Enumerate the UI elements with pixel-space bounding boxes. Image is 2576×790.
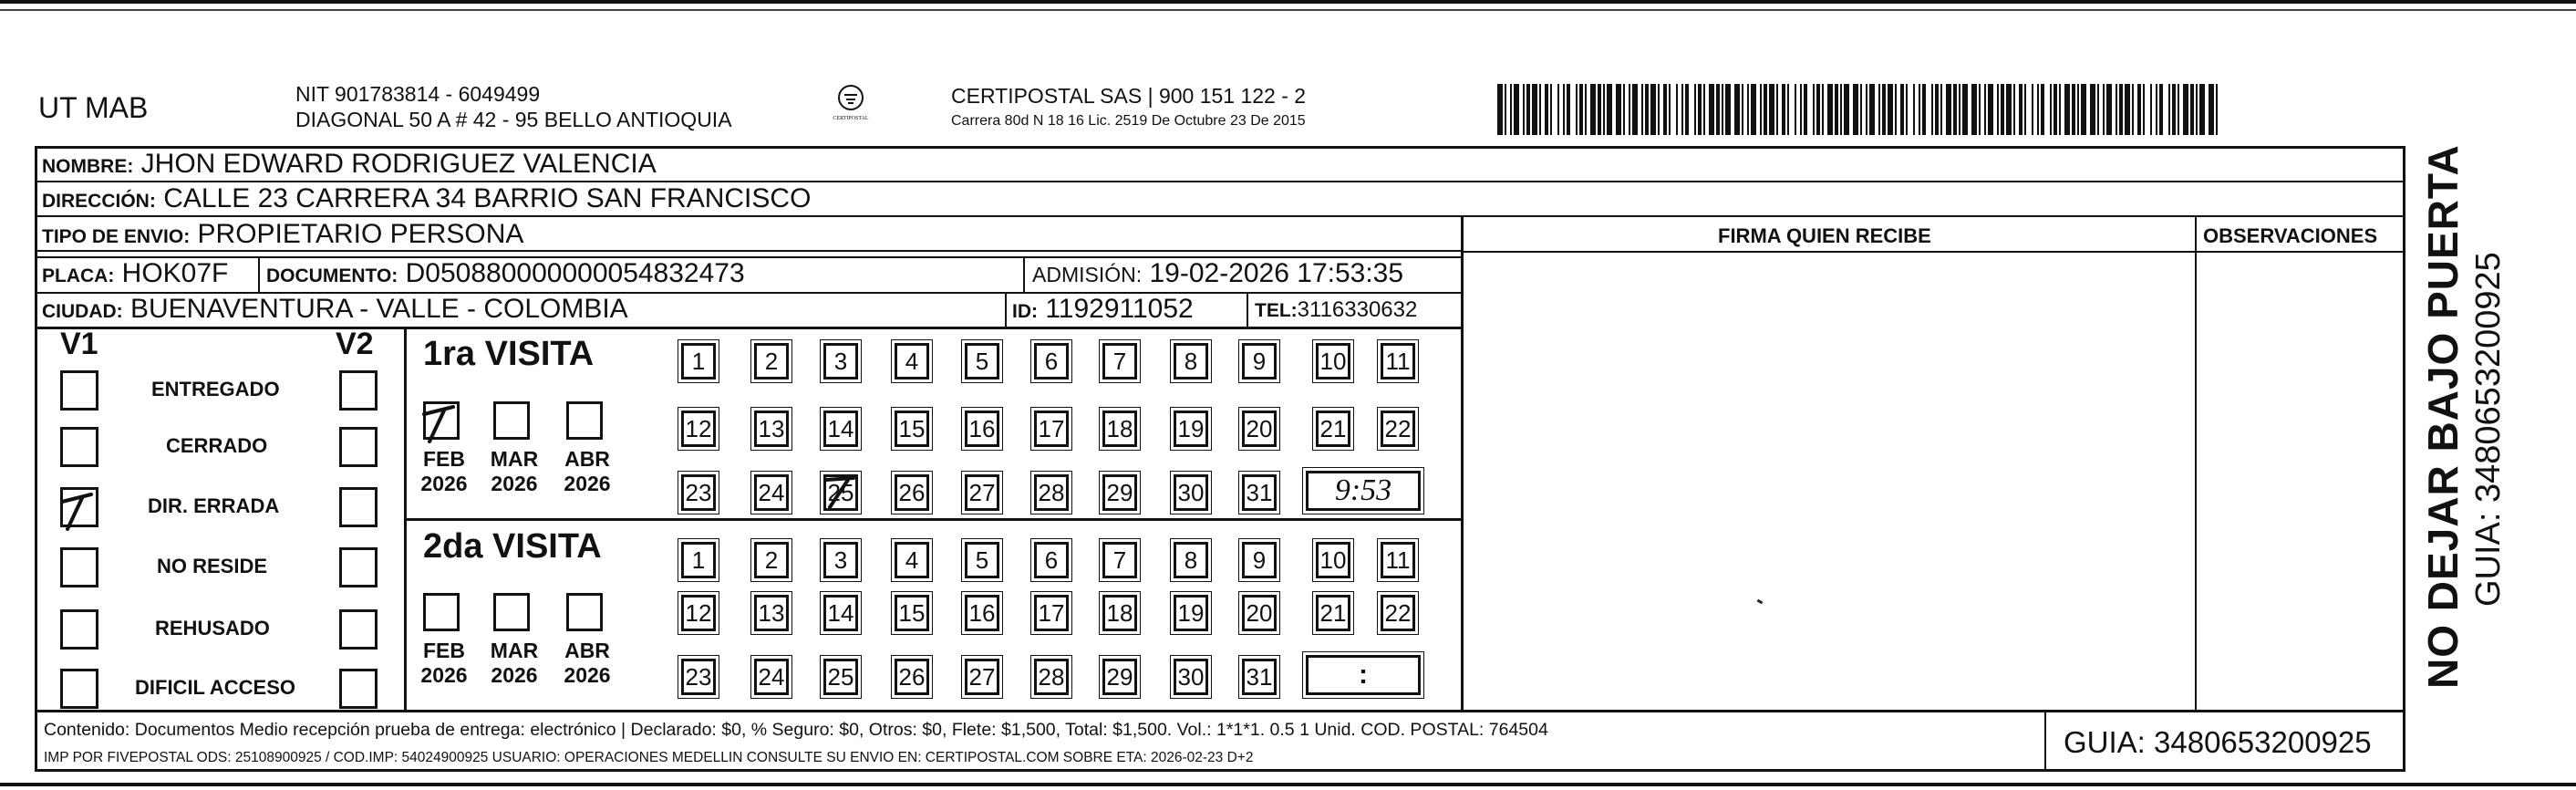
- admision-value: 19-02-2026 17:53:35: [1149, 258, 1404, 288]
- row-line: [35, 181, 2405, 182]
- second-visit-day-box: 4: [895, 542, 929, 578]
- second-visit-day-box: 23: [681, 659, 716, 695]
- status-label: DIR. ERRADA: [148, 494, 280, 517]
- v2-label: V2: [336, 327, 374, 361]
- carrier-license: Carrera 80d N 18 16 Lic. 2519 De Octubre 23 De 2015: [951, 113, 1306, 129]
- first-visit-day-box: 11: [1381, 343, 1415, 379]
- status-label: DIFICIL ACCESO: [135, 676, 296, 699]
- first-visit-day-box: 8: [1174, 343, 1208, 379]
- status-label: CERRADO: [166, 434, 268, 457]
- first-visit-day-box: 17: [1034, 411, 1069, 447]
- first-visit-day-box: 18: [1102, 411, 1137, 447]
- documento-value: D050880000000054832473: [405, 258, 745, 288]
- first-visit-month-box: [566, 401, 603, 440]
- second-visit-day-box: 18: [1102, 595, 1137, 631]
- status-v2-checkbox: [339, 547, 378, 587]
- dir-errada-check-mark: [57, 489, 100, 533]
- col-line: [1005, 292, 1007, 327]
- status-v2-checkbox: [339, 370, 378, 411]
- col-line: [1461, 215, 1464, 712]
- first-visit-day-box: 22: [1381, 411, 1415, 447]
- sender-name: UT MAB: [38, 91, 149, 124]
- second-visit-day-box: 31: [1242, 659, 1277, 695]
- second-visit-day-box: 16: [965, 595, 999, 631]
- second-visit-day-box: 27: [965, 659, 999, 695]
- status-v1-checkbox: [60, 669, 98, 709]
- tipo-envio-field: TIPO DE ENVIO: PROPIETARIO PERSONA: [42, 219, 524, 249]
- tel-value: 3116330632: [1297, 297, 1418, 322]
- bottom-border: [0, 783, 2576, 786]
- first-visit-time-box: 9:53: [1306, 471, 1421, 511]
- first-visit-day-box: 5: [965, 343, 999, 379]
- first-visit-day-box: 29: [1102, 474, 1137, 511]
- first-visit-day-box: 13: [754, 411, 789, 447]
- v1-label: V1: [60, 327, 98, 361]
- barcode-bar: [2216, 84, 2218, 135]
- first-visit-month-label: FEB 2026: [420, 447, 468, 495]
- top-border-thin: [0, 9, 2576, 11]
- second-visit-month-box: [423, 593, 460, 631]
- second-visit-day-box: 20: [1242, 595, 1277, 631]
- col-line: [2195, 215, 2197, 712]
- second-visit-day-box: 5: [965, 542, 999, 578]
- first-visit-day-box: 25: [823, 474, 858, 511]
- first-visit-day-box: 4: [895, 343, 929, 379]
- col-line: [258, 258, 260, 292]
- first-visit-month-label: MAR 2026: [490, 447, 539, 495]
- first-visit-day-box: 6: [1034, 343, 1069, 379]
- second-visit-day-box: 21: [1316, 595, 1350, 631]
- direccion-field: DIRECCIÓN: CALLE 23 CARRERA 34 BARRIO SAN FRANCISCO: [42, 183, 812, 213]
- second-visit-month-label: FEB 2026: [420, 639, 468, 687]
- placa-value: HOK07F: [121, 258, 229, 288]
- first-visit-day-box: 28: [1034, 474, 1069, 511]
- first-visit-day-box: 24: [754, 474, 789, 511]
- admision-field: ADMISIÓN: 19-02-2026 17:53:35: [1032, 258, 1404, 288]
- row-line: [35, 250, 1463, 252]
- second-visit-day-box: 7: [1102, 542, 1137, 578]
- first-visit-day-box: 31: [1242, 474, 1277, 511]
- first-visit-day-box: 9: [1242, 343, 1277, 379]
- row-line: [35, 215, 2405, 217]
- direccion-value: CALLE 23 CARRERA 34 BARRIO SAN FRANCISCO: [163, 183, 812, 213]
- status-v1-checkbox: [60, 609, 98, 650]
- first-visit-label: 1ra VISITA: [423, 335, 595, 373]
- row-line: [35, 710, 2405, 712]
- col-line: [1247, 292, 1248, 327]
- documento-field: DOCUMENTO: D050880000000054832473: [266, 258, 745, 288]
- first-visit-day-box: 30: [1174, 474, 1208, 511]
- second-visit-day-box: 12: [681, 595, 716, 631]
- second-visit-day-box: 26: [895, 659, 929, 695]
- second-visit-day-box: 19: [1174, 595, 1208, 631]
- second-visit-month-label: ABR 2026: [564, 639, 611, 687]
- ciudad-value: BUENAVENTURA - VALLE - COLOMBIA: [130, 294, 628, 324]
- tipo-envio-value: PROPIETARIO PERSONA: [197, 219, 524, 249]
- first-visit-month-box: [493, 401, 530, 440]
- second-visit-day-box: 13: [754, 595, 789, 631]
- firma-label: FIRMA QUIEN RECIBE: [1718, 224, 1931, 247]
- side-warning: NO DEJAR BAJO PUERTA: [2419, 144, 2467, 689]
- second-visit-day-box: 14: [823, 595, 858, 631]
- frame-right: [2403, 146, 2405, 771]
- first-visit-day-box: 26: [895, 474, 929, 511]
- tracking-barcode: [1497, 84, 2223, 135]
- first-visit-day-box: 12: [681, 411, 716, 447]
- second-visit-day-box: 9: [1242, 542, 1277, 578]
- placa-field: PLACA: HOK07F: [42, 258, 229, 288]
- second-visit-day-box: 1: [681, 542, 716, 578]
- first-visit-day-box: 1: [681, 343, 716, 379]
- first-visit-day-box: 7: [1102, 343, 1137, 379]
- second-visit-label: 2da VISITA: [423, 527, 602, 566]
- row-line: [1461, 251, 2403, 253]
- second-visit-month-box: [493, 593, 530, 631]
- status-label: REHUSADO: [155, 617, 270, 639]
- second-visit-day-box: 3: [823, 542, 858, 578]
- status-label: NO RESIDE: [157, 555, 268, 577]
- second-visit-day-box: 29: [1102, 659, 1137, 695]
- carrier-logo-text: CERTIPOSTAL: [833, 116, 869, 121]
- second-visit-month-label: MAR 2026: [490, 639, 539, 687]
- second-visit-day-box: 15: [895, 595, 929, 631]
- footer-guia: GUIA: 3480653200925: [2064, 725, 2372, 759]
- carrier-logo-icon: [837, 84, 864, 111]
- visit-divider: [404, 518, 1462, 521]
- tel-field: TEL:3116330632: [1255, 297, 1418, 322]
- status-v1-checkbox: [60, 370, 98, 411]
- status-v2-checkbox: [339, 609, 378, 650]
- carrier-name: CERTIPOSTAL SAS | 900 151 122 - 2: [951, 84, 1307, 108]
- second-visit-day-box: 25: [823, 659, 858, 695]
- id-value: 1192911052: [1045, 294, 1194, 324]
- second-visit-day-box: 17: [1034, 595, 1069, 631]
- signature-mark: [1757, 599, 1764, 605]
- day-25-check-mark: [821, 471, 863, 513]
- second-visit-day-box: 10: [1316, 542, 1350, 578]
- second-visit-day-box: 2: [754, 542, 789, 578]
- status-v2-checkbox: [339, 487, 378, 527]
- first-visit-day-box: 20: [1242, 411, 1277, 447]
- first-visit-day-box: 21: [1316, 411, 1350, 447]
- first-visit-month-label: ABR 2026: [564, 447, 611, 495]
- carrier-logo: [828, 84, 874, 121]
- first-visit-day-box: 14: [823, 411, 858, 447]
- first-visit-day-box: 15: [895, 411, 929, 447]
- col-line: [1023, 258, 1025, 292]
- second-visit-month-box: [566, 593, 603, 631]
- second-visit-day-box: 22: [1381, 595, 1415, 631]
- second-visit-day-box: 28: [1034, 659, 1069, 695]
- first-visit-day-box: 27: [965, 474, 999, 511]
- second-visit-day-box: 6: [1034, 542, 1069, 578]
- id-field: ID: 1192911052: [1012, 294, 1194, 324]
- first-visit-day-box: 23: [681, 474, 716, 511]
- side-guia: GUIA: 3480653200925: [2469, 252, 2508, 607]
- ciudad-field: CIUDAD: BUENAVENTURA - VALLE - COLOMBIA: [42, 294, 628, 324]
- observaciones-label: OBSERVACIONES: [2203, 224, 2378, 247]
- second-visit-day-box: 8: [1174, 542, 1208, 578]
- status-v1-checkbox: [60, 547, 98, 587]
- first-visit-day-box: 2: [754, 343, 789, 379]
- status-v2-checkbox: [339, 427, 378, 467]
- sender-address: DIAGONAL 50 A # 42 - 95 BELLO ANTIOQUIA: [295, 108, 732, 131]
- second-visit-time-box: :: [1306, 655, 1421, 695]
- second-visit-day-box: 30: [1174, 659, 1208, 695]
- second-visit-day-box: 11: [1381, 542, 1415, 578]
- feb-check-mark: [419, 401, 462, 445]
- sender-nit: NIT 901783814 - 6049499: [295, 82, 541, 106]
- first-visit-day-box: 3: [823, 343, 858, 379]
- footer-imp: IMP POR FIVEPOSTAL ODS: 25108900925 / COD.IMP: 54024900925 USUARIO: OPERACIONES MEDELLIN CONSULTE SU ENVIO EN: CERTIPOSTAL.COM SOBRE ETA: 2026-02-23 D+2: [44, 750, 1254, 765]
- nombre-field: NOMBRE: JHON EDWARD RODRIGUEZ VALENCIA: [42, 149, 657, 179]
- first-visit-day-box: 10: [1316, 343, 1350, 379]
- first-visit-day-box: 19: [1174, 411, 1208, 447]
- second-visit-day-box: 24: [754, 659, 789, 695]
- frame-left: [35, 146, 37, 771]
- footer-contenido: Contenido: Documentos Medio recepción prueba de entrega: electrónico | Declarado: $0, % Seguro: $0, Otros: $0, Flete: $1,500, Total: $1,500. Vol.: 1*1*1. 0.5 1 Unid. COD. POSTAL: 764504: [44, 720, 1548, 740]
- status-v2-checkbox: [339, 669, 378, 709]
- status-v1-checkbox: [60, 427, 98, 467]
- top-border: [0, 0, 2576, 4]
- row-line: [35, 327, 1463, 329]
- first-visit-day-box: 16: [965, 411, 999, 447]
- frame-bottom: [35, 769, 2405, 772]
- nombre-value: JHON EDWARD RODRIGUEZ VALENCIA: [140, 149, 657, 179]
- col-line: [2044, 710, 2046, 770]
- status-label: ENTREGADO: [151, 378, 280, 400]
